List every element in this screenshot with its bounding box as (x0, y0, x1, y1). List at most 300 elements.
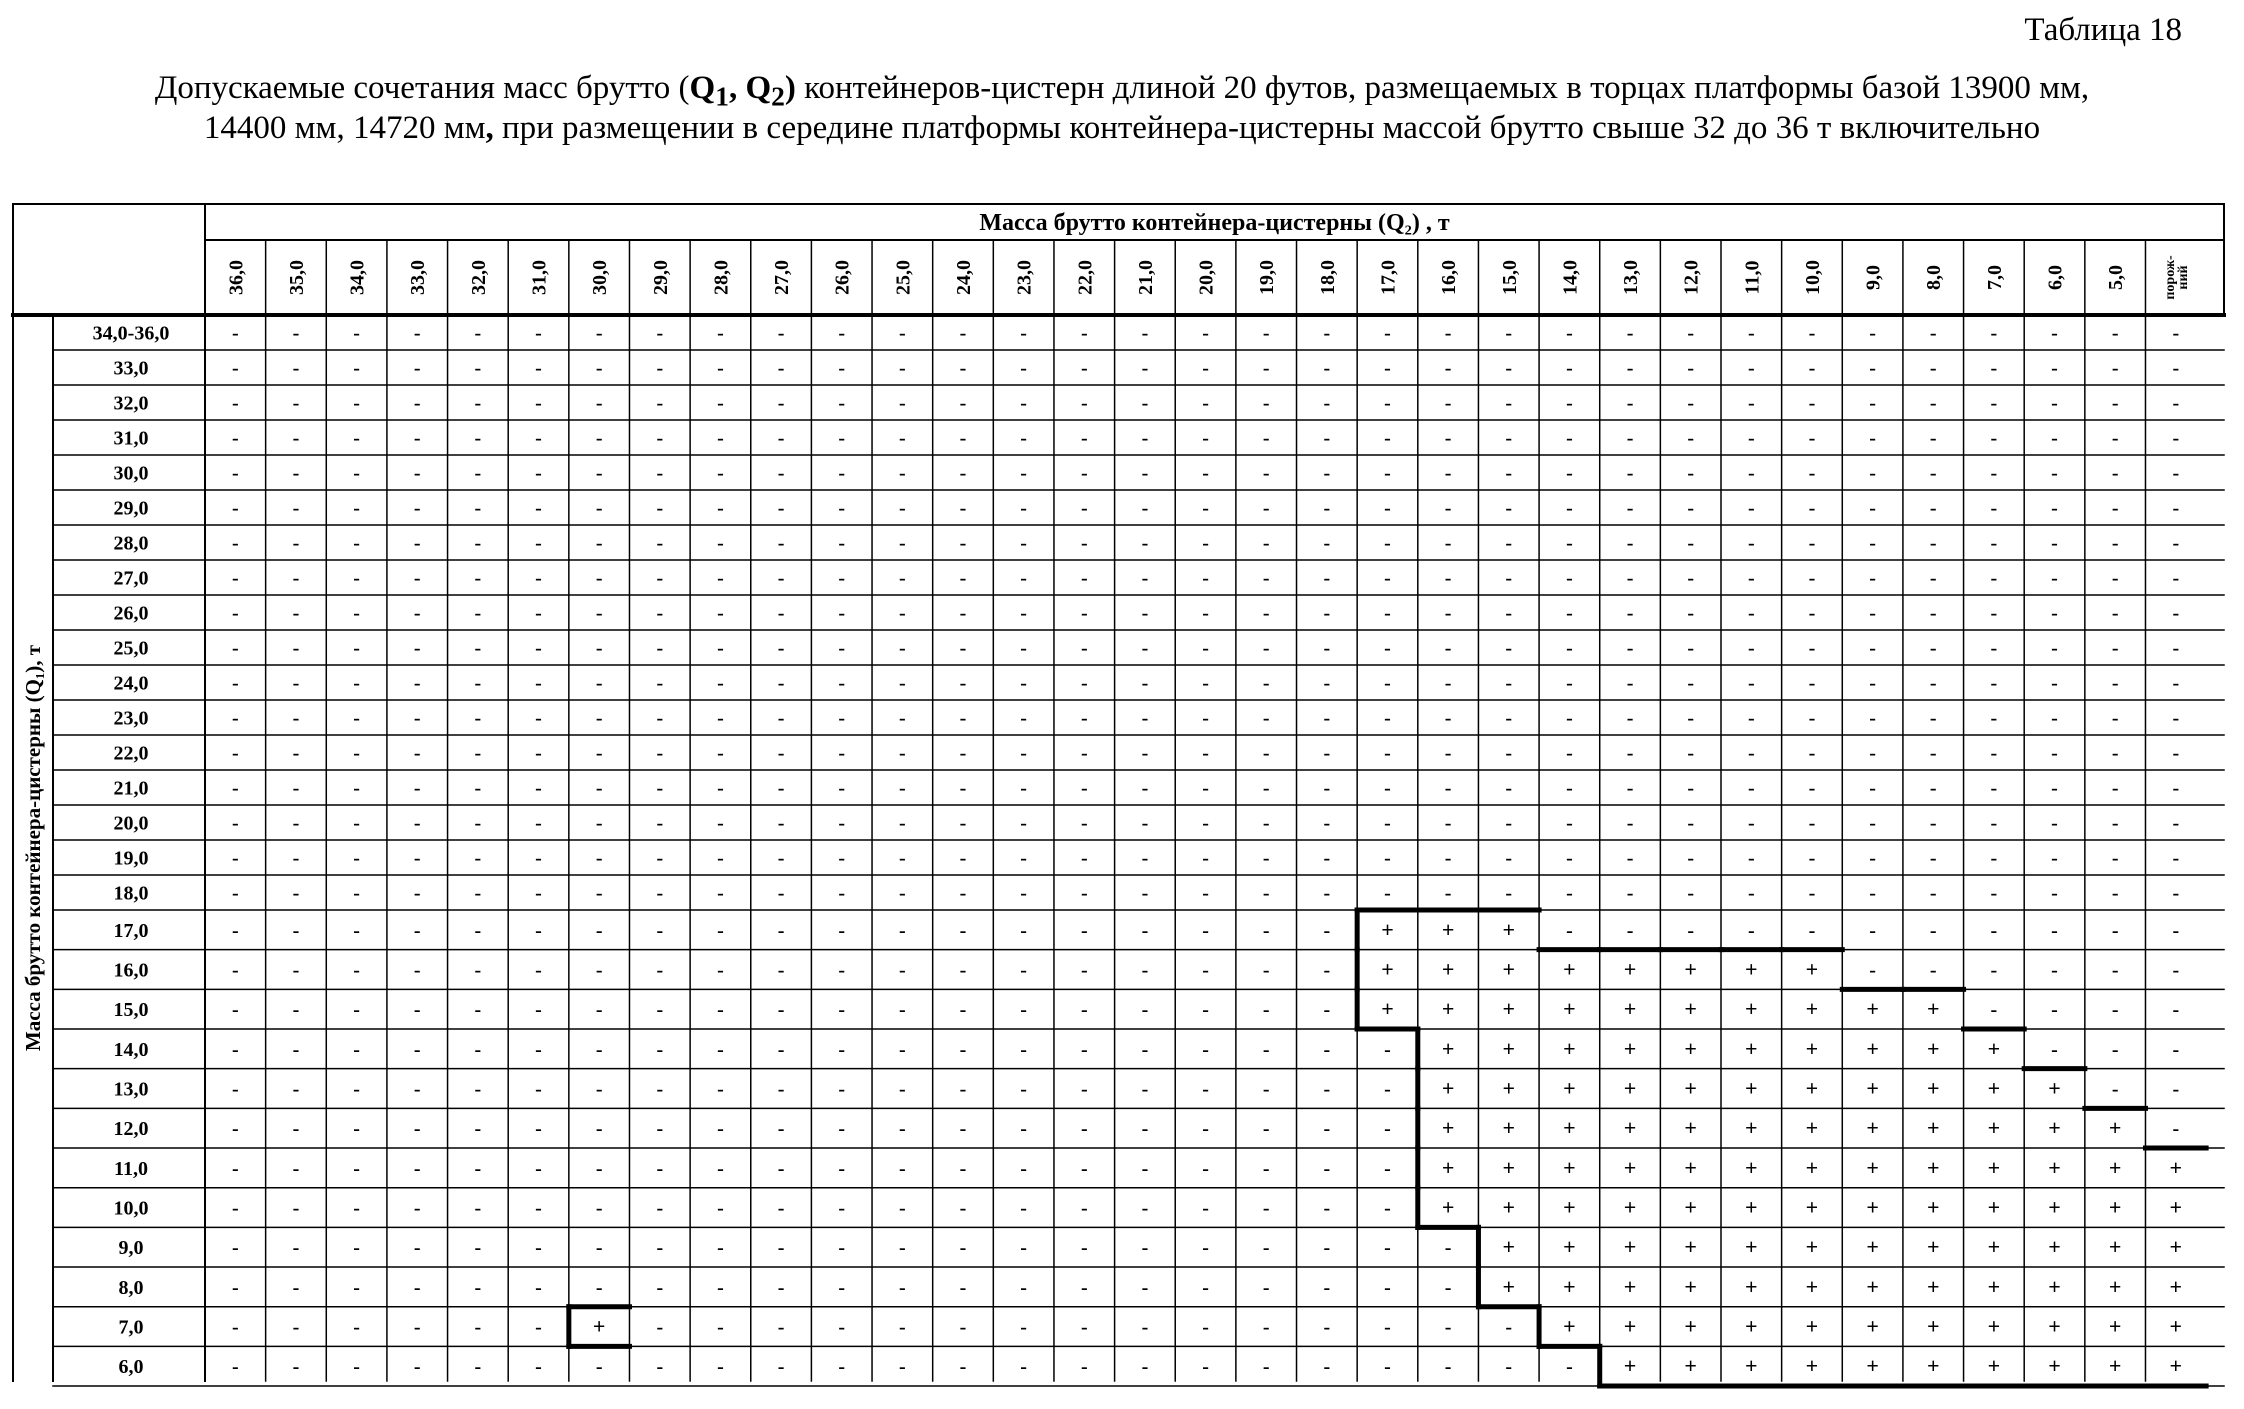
cell-allowed: + (1502, 996, 1516, 1022)
cell-forbidden: - (1080, 532, 1088, 555)
cell-forbidden: - (1444, 532, 1452, 555)
cell-forbidden: - (1323, 707, 1331, 730)
cell-forbidden: - (959, 1078, 967, 1101)
cell-forbidden: - (2111, 322, 2119, 345)
cell-forbidden: - (777, 1157, 785, 1180)
cell-forbidden: - (1020, 1316, 1027, 1339)
row-label: 23,0 (113, 707, 149, 730)
cell-forbidden: - (292, 1356, 300, 1379)
cell-forbidden: - (353, 602, 360, 625)
cell-forbidden: - (595, 1078, 603, 1101)
cell-forbidden: - (595, 1197, 603, 1220)
cell-forbidden: - (838, 637, 846, 660)
cell-forbidden: - (1262, 322, 1270, 345)
row-label: 32,0 (113, 392, 149, 415)
cell-forbidden: - (1990, 532, 1998, 555)
cell-forbidden: - (1080, 1356, 1088, 1379)
cell-forbidden: - (838, 672, 846, 695)
cell-forbidden: - (1202, 999, 1209, 1022)
cell-allowed: + (1805, 1115, 1819, 1141)
cell-forbidden: - (1687, 532, 1695, 555)
cell-forbidden: - (595, 497, 603, 520)
column-label: 26,0 (831, 260, 854, 295)
cell-forbidden: - (353, 1237, 360, 1260)
cell-forbidden: - (231, 1118, 239, 1141)
cell-forbidden: - (1020, 1038, 1027, 1061)
row-label: 26,0 (113, 602, 149, 625)
cell-forbidden: - (717, 602, 724, 625)
cell-forbidden: - (899, 777, 906, 800)
cell-forbidden: - (2111, 392, 2119, 415)
cell-forbidden: - (2051, 707, 2058, 730)
cell-forbidden: - (231, 497, 239, 520)
cell-forbidden: - (2051, 357, 2058, 380)
cell-allowed: + (1866, 1154, 1879, 1180)
cell-forbidden: - (1566, 567, 1573, 590)
cell-forbidden: - (231, 1078, 239, 1101)
cell-forbidden: - (2051, 602, 2058, 625)
cell-forbidden: - (777, 532, 785, 555)
cell-allowed: + (1745, 1313, 1758, 1339)
cell-forbidden: - (535, 427, 542, 450)
cell-forbidden: - (1020, 357, 1027, 380)
cell-forbidden: - (1566, 322, 1573, 345)
cell-forbidden: - (1869, 602, 1876, 625)
row-label: 14,0 (113, 1038, 149, 1061)
cell-forbidden: - (2051, 742, 2058, 765)
cell-forbidden: - (2051, 1038, 2058, 1061)
cell-allowed: + (1623, 1115, 1637, 1141)
cell-forbidden: - (838, 1276, 846, 1299)
column-label: 12,0 (1680, 260, 1703, 295)
cell-forbidden: - (656, 1038, 664, 1061)
column-label: 17,0 (1377, 260, 1400, 295)
cell-forbidden: - (777, 1078, 785, 1101)
cell-forbidden: - (1566, 707, 1573, 730)
cell-forbidden: - (1202, 1038, 1209, 1061)
cell-allowed: + (1623, 996, 1637, 1022)
cell-forbidden: - (717, 1237, 724, 1260)
cell-forbidden: - (292, 742, 300, 765)
cell-allowed: + (2169, 1194, 2183, 1220)
cell-forbidden: - (413, 1197, 421, 1220)
cell-allowed: + (1987, 1115, 2001, 1141)
cell-forbidden: - (1808, 637, 1816, 660)
cell-forbidden: - (535, 999, 542, 1022)
cell-forbidden: - (2172, 1118, 2180, 1141)
cell-forbidden: - (1080, 707, 1088, 730)
cell-forbidden: - (535, 1038, 542, 1061)
cell-forbidden: - (1141, 999, 1149, 1022)
cell-forbidden: - (1626, 707, 1634, 730)
cell-forbidden: - (595, 919, 603, 942)
cell-forbidden: - (474, 882, 482, 905)
cell-forbidden: - (838, 1197, 846, 1220)
cell-forbidden: - (2111, 1078, 2119, 1101)
cell-forbidden: - (1505, 672, 1513, 695)
cell-forbidden: - (292, 602, 300, 625)
cell-forbidden: - (1505, 882, 1513, 905)
cell-forbidden: - (717, 567, 724, 590)
cell-forbidden: - (474, 497, 482, 520)
cell-forbidden: - (838, 392, 846, 415)
cell-forbidden: - (413, 532, 421, 555)
cell-forbidden: - (2172, 812, 2180, 835)
cell-allowed: + (1745, 1154, 1758, 1180)
cell-forbidden: - (1080, 357, 1088, 380)
cell-forbidden: - (2111, 602, 2119, 625)
cell-forbidden: - (413, 1237, 421, 1260)
cell-allowed: + (1805, 1234, 1819, 1260)
cell-forbidden: - (777, 812, 785, 835)
cell-forbidden: - (717, 812, 724, 835)
cell-forbidden: - (777, 707, 785, 730)
cell-forbidden: - (777, 392, 785, 415)
cell-forbidden: - (1444, 707, 1452, 730)
cell-forbidden: - (899, 1038, 906, 1061)
column-label: 7,0 (1983, 265, 2006, 290)
cell-forbidden: - (1262, 672, 1270, 695)
cell-forbidden: - (1626, 602, 1634, 625)
cell-forbidden: - (1444, 882, 1452, 905)
cell-forbidden: - (717, 322, 724, 345)
cell-allowed: + (1502, 956, 1516, 982)
cell-allowed: + (1745, 1234, 1758, 1260)
cell-forbidden: - (595, 777, 603, 800)
cell-forbidden: - (1202, 1316, 1209, 1339)
cell-allowed: + (2108, 1115, 2122, 1141)
cell-allowed: + (1805, 1313, 1819, 1339)
cell-forbidden: - (1080, 919, 1088, 942)
cell-forbidden: - (1869, 497, 1876, 520)
cell-forbidden: - (2111, 707, 2119, 730)
cell-forbidden: - (2051, 392, 2058, 415)
cell-forbidden: - (838, 497, 846, 520)
column-label: 15,0 (1498, 260, 1521, 295)
cell-forbidden: - (1262, 532, 1270, 555)
cell-forbidden: - (535, 1118, 542, 1141)
cell-forbidden: - (1323, 1078, 1331, 1101)
cell-allowed: + (1805, 1035, 1819, 1061)
cell-allowed: + (2048, 1273, 2061, 1299)
cell-forbidden: - (1323, 742, 1331, 765)
cell-forbidden: - (1687, 567, 1695, 590)
cell-forbidden: - (717, 1078, 724, 1101)
cell-allowed: + (1745, 1194, 1758, 1220)
cell-forbidden: - (595, 357, 603, 380)
cell-allowed: + (1987, 1075, 2001, 1101)
cell-forbidden: - (595, 959, 603, 982)
cell-forbidden: - (777, 742, 785, 765)
cell-forbidden: - (1505, 637, 1513, 660)
cell-forbidden: - (1323, 1197, 1331, 1220)
cell-forbidden: - (1626, 427, 1634, 450)
cell-forbidden: - (1262, 497, 1270, 520)
cell-forbidden: - (717, 1038, 724, 1061)
cell-forbidden: - (899, 847, 906, 870)
cell-forbidden: - (1202, 427, 1209, 450)
cell-forbidden: - (2051, 672, 2058, 695)
cell-allowed: + (592, 1313, 606, 1339)
cell-forbidden: - (1384, 1237, 1391, 1260)
cell-forbidden: - (595, 532, 603, 555)
cell-forbidden: - (1505, 322, 1513, 345)
cell-forbidden: - (656, 812, 664, 835)
cell-allowed: + (1563, 996, 1576, 1022)
cell-forbidden: - (1262, 1157, 1270, 1180)
cell-forbidden: - (2111, 777, 2119, 800)
cell-forbidden: - (1080, 882, 1088, 905)
cell-forbidden: - (535, 497, 542, 520)
cell-forbidden: - (1080, 777, 1088, 800)
cell-forbidden: - (2172, 959, 2180, 982)
cell-forbidden: - (1020, 1157, 1027, 1180)
cell-forbidden: - (1566, 637, 1573, 660)
cell-allowed: + (1563, 1035, 1576, 1061)
cell-forbidden: - (413, 567, 421, 590)
cell-forbidden: - (717, 999, 724, 1022)
cell-forbidden: - (2111, 427, 2119, 450)
cell-forbidden: - (777, 637, 785, 660)
column-group-header: Масса брутто контейнера-цистерны (Q₂) , т (979, 210, 1450, 236)
cell-forbidden: - (2111, 1038, 2119, 1061)
cell-allowed: + (2108, 1234, 2122, 1260)
column-label: 9,0 (1862, 265, 1885, 290)
cell-forbidden: - (1990, 882, 1998, 905)
row-label: 25,0 (113, 637, 149, 660)
cell-forbidden: - (292, 427, 300, 450)
cell-forbidden: - (1626, 637, 1634, 660)
cell-forbidden: - (595, 567, 603, 590)
cell-forbidden: - (656, 1157, 664, 1180)
cell-forbidden: - (899, 999, 906, 1022)
cell-allowed: + (1745, 1273, 1758, 1299)
cell-forbidden: - (1929, 742, 1937, 765)
cell-forbidden: - (231, 1237, 239, 1260)
row-label: 7,0 (118, 1316, 144, 1339)
cell-forbidden: - (292, 357, 300, 380)
cell-forbidden: - (899, 707, 906, 730)
cell-forbidden: - (2111, 882, 2119, 905)
cell-forbidden: - (353, 532, 360, 555)
cell-forbidden: - (353, 497, 360, 520)
cell-forbidden: - (292, 497, 300, 520)
column-label: 34,0 (346, 260, 369, 295)
cell-forbidden: - (1202, 1118, 1209, 1141)
row-label: 18,0 (113, 882, 149, 905)
cell-forbidden: - (2051, 567, 2058, 590)
cell-forbidden: - (353, 959, 360, 982)
cell-forbidden: - (1505, 1316, 1513, 1339)
cell-forbidden: - (535, 1078, 542, 1101)
cell-forbidden: - (1869, 567, 1876, 590)
cell-forbidden: - (1808, 427, 1816, 450)
cell-forbidden: - (777, 1276, 785, 1299)
cell-forbidden: - (1202, 637, 1209, 660)
cell-forbidden: - (1444, 672, 1452, 695)
cell-forbidden: - (777, 959, 785, 982)
cell-forbidden: - (595, 1237, 603, 1260)
cell-forbidden: - (413, 847, 421, 870)
cell-allowed: + (1684, 1035, 1697, 1061)
cell-forbidden: - (2172, 567, 2180, 590)
cell-allowed: + (1805, 1273, 1819, 1299)
cell-forbidden: - (1384, 1118, 1391, 1141)
cell-forbidden: - (231, 462, 239, 485)
cell-forbidden: - (777, 357, 785, 380)
cell-forbidden: - (1929, 322, 1937, 345)
cell-forbidden: - (838, 427, 846, 450)
cell-forbidden: - (899, 567, 906, 590)
cell-forbidden: - (1323, 322, 1331, 345)
row-label: 12,0 (113, 1118, 149, 1141)
cell-forbidden: - (292, 919, 300, 942)
cell-forbidden: - (777, 602, 785, 625)
cell-forbidden: - (1141, 357, 1149, 380)
cell-forbidden: - (413, 602, 421, 625)
cell-forbidden: - (474, 637, 482, 660)
table-number: Таблица 18 (2024, 12, 2182, 48)
cell-forbidden: - (1808, 777, 1816, 800)
cell-forbidden: - (1080, 392, 1088, 415)
row-label: 30,0 (113, 462, 149, 485)
cell-forbidden: - (2172, 462, 2180, 485)
cell-forbidden: - (1687, 812, 1695, 835)
cell-forbidden: - (1687, 742, 1695, 765)
q1-symbol: $Q_1$, $Q_2$) (689, 70, 796, 112)
cell-forbidden: - (292, 322, 300, 345)
cell-forbidden: - (959, 357, 967, 380)
cell-forbidden: - (1747, 532, 1755, 555)
cell-allowed: + (1684, 956, 1697, 982)
cell-forbidden: - (413, 497, 421, 520)
cell-forbidden: - (1444, 322, 1452, 345)
cell-allowed: + (1441, 1115, 1455, 1141)
cell-allowed: + (1926, 1194, 1940, 1220)
cell-forbidden: - (717, 707, 724, 730)
cell-forbidden: - (1202, 602, 1209, 625)
row-label: 29,0 (113, 497, 149, 520)
column-label: 22,0 (1074, 260, 1097, 295)
cell-forbidden: - (1384, 357, 1391, 380)
cell-forbidden: - (656, 707, 664, 730)
cell-allowed: + (2108, 1353, 2122, 1379)
cell-forbidden: - (1384, 882, 1391, 905)
cell-forbidden: - (1505, 497, 1513, 520)
cell-forbidden: - (474, 777, 482, 800)
cell-forbidden: - (777, 1356, 785, 1379)
cell-forbidden: - (474, 1356, 482, 1379)
cell-forbidden: - (717, 497, 724, 520)
cell-forbidden: - (1505, 847, 1513, 870)
cell-forbidden: - (2111, 672, 2119, 695)
cell-forbidden: - (959, 1237, 967, 1260)
cell-forbidden: - (292, 812, 300, 835)
cell-forbidden: - (1141, 462, 1149, 485)
cell-forbidden: - (1020, 999, 1027, 1022)
cell-forbidden: - (1323, 1038, 1331, 1061)
cell-allowed: + (1866, 1035, 1879, 1061)
cell-forbidden: - (1687, 602, 1695, 625)
cell-forbidden: - (474, 1276, 482, 1299)
cell-forbidden: - (1202, 567, 1209, 590)
cell-forbidden: - (1929, 882, 1937, 905)
cell-forbidden: - (1384, 497, 1391, 520)
cell-forbidden: - (535, 959, 542, 982)
cell-forbidden: - (231, 919, 239, 942)
cell-forbidden: - (1566, 392, 1573, 415)
cell-forbidden: - (899, 427, 906, 450)
cell-forbidden: - (1141, 847, 1149, 870)
cell-forbidden: - (717, 1197, 724, 1220)
cell-allowed: + (1745, 1075, 1758, 1101)
cell-forbidden: - (1323, 392, 1331, 415)
row-label: 6,0 (118, 1356, 144, 1379)
cell-forbidden: - (2111, 812, 2119, 835)
cell-forbidden: - (899, 1078, 906, 1101)
cell-forbidden: - (1202, 707, 1209, 730)
cell-forbidden: - (2051, 322, 2058, 345)
cell-forbidden: - (535, 1356, 542, 1379)
column-label: 24,0 (953, 260, 975, 295)
cell-forbidden: - (1869, 357, 1876, 380)
cell-forbidden: - (838, 322, 846, 345)
cell-allowed: + (1866, 1313, 1879, 1339)
cell-forbidden: - (595, 882, 603, 905)
cell-allowed: + (1805, 1075, 1819, 1101)
cell-forbidden: - (1323, 847, 1331, 870)
cell-forbidden: - (1141, 1038, 1149, 1061)
cell-forbidden: - (1869, 462, 1876, 485)
row-label: 33,0 (113, 357, 149, 380)
cell-forbidden: - (656, 742, 664, 765)
column-label: 33,0 (407, 260, 430, 295)
cell-forbidden: - (1202, 462, 1209, 485)
cell-forbidden: - (353, 882, 360, 905)
cell-allowed: + (1684, 1194, 1697, 1220)
cell-forbidden: - (1202, 959, 1209, 982)
cell-forbidden: - (413, 427, 421, 450)
cell-forbidden: - (1505, 742, 1513, 765)
cell-forbidden: - (231, 812, 239, 835)
cell-forbidden: - (1323, 1316, 1331, 1339)
cell-forbidden: - (2172, 1078, 2180, 1101)
cell-forbidden: - (1566, 602, 1573, 625)
cell-forbidden: - (1990, 567, 1998, 590)
cell-allowed: + (1563, 1115, 1576, 1141)
cell-forbidden: - (535, 462, 542, 485)
cell-forbidden: - (717, 392, 724, 415)
column-label: 32,0 (467, 260, 490, 295)
cell-forbidden: - (899, 1237, 906, 1260)
cell-forbidden: - (1202, 392, 1209, 415)
cell-forbidden: - (1747, 427, 1755, 450)
cell-forbidden: - (717, 427, 724, 450)
cell-forbidden: - (1444, 392, 1452, 415)
cell-forbidden: - (1444, 1237, 1452, 1260)
cell-forbidden: - (1808, 919, 1816, 942)
cell-forbidden: - (353, 999, 360, 1022)
cell-forbidden: - (1323, 919, 1331, 942)
cell-forbidden: - (1141, 392, 1149, 415)
cell-forbidden: - (2051, 959, 2058, 982)
cell-forbidden: - (2172, 427, 2180, 450)
cell-forbidden: - (474, 1078, 482, 1101)
cell-forbidden: - (1747, 357, 1755, 380)
cell-forbidden: - (1808, 672, 1816, 695)
cell-forbidden: - (353, 1316, 360, 1339)
cell-forbidden: - (1505, 427, 1513, 450)
